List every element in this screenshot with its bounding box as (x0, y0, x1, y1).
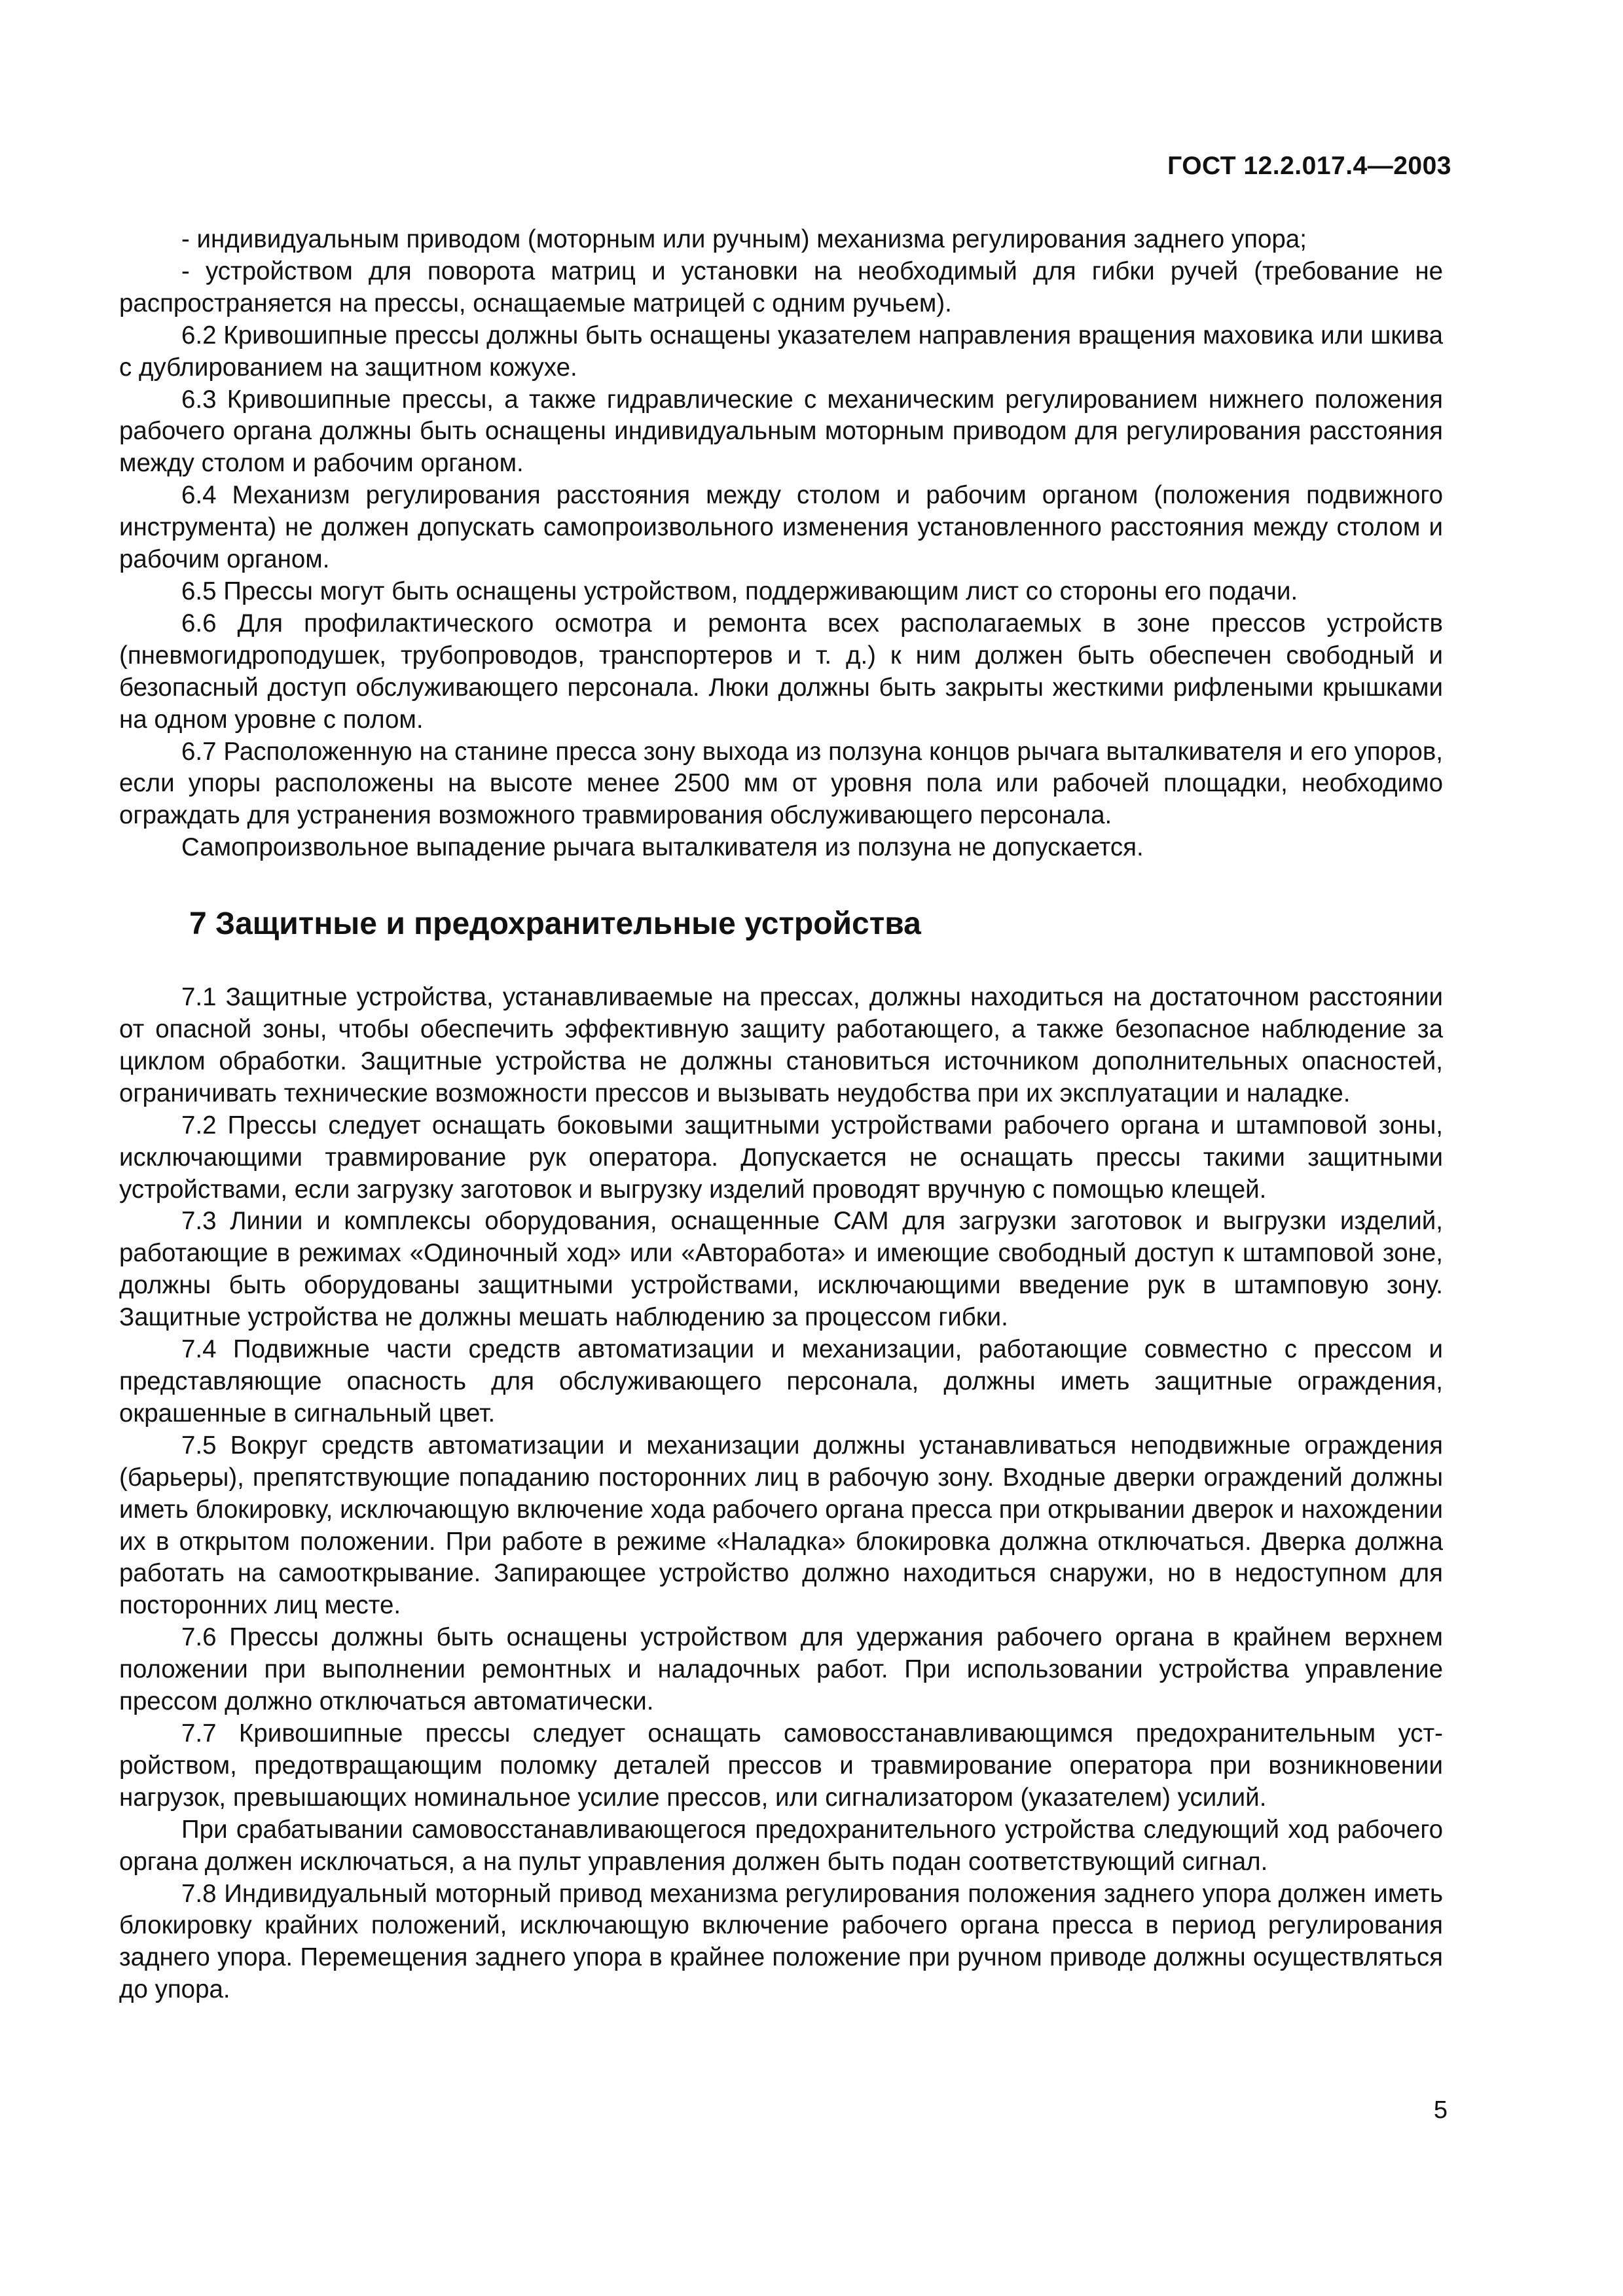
paragraph-7-5: 7.5 Вокруг средств автоматизации и механизации должны устанавливаться неподвижные ограждения (барьеры), препятствующие попаданию посторонних лиц в рабочую зону. Входные дверки ограждений должны иметь блокировку, исключающую включение хода рабочего органа пресса при открывании дверок и нахождении их в открытом положении. При работе в режиме «Наладка» блокировка должна отключаться. Дверка должна работать на самооткрывание. Запирающее устройство должно находиться снаружи, но в недоступном для посторонних лиц месте. (119, 1431, 1443, 1620)
section-heading: 7 Защитные и предохранительные устройства (189, 906, 921, 942)
document-header: ГОСТ 12.2.017.4—2003 (1167, 152, 1451, 180)
paragraph-6-3: 6.3 Кривошипные прессы, а также гидравлические с механическим регулированием нижнего положения рабочего органа должны быть оснащены индивидуальным моторным приводом для регулирования расстояния между столом и рабочим органом. (119, 385, 1443, 478)
page-body (119, 224, 1443, 2006)
paragraph-motor-drive: - индивидуальным приводом (моторным или ручным) механизма регулирования заднего упора; (181, 225, 1307, 253)
paragraph-6-4: 6.4 Механизм регулирования расстояния между столом и рабочим органом (положения подвижного инструмента) не должен допускать самопроизвольного изменения установленного расстояния между столом и рабочим органом. (119, 481, 1443, 574)
paragraph-6-7-note: Самопроизвольное выпадение рычага выталкивателя из ползуна не допускается. (181, 833, 1144, 862)
paragraph-6-2: 6.2 Кривошипные прессы должны быть оснащены указателем направления вращения маховика или шкива с дублированием на защитном кожухе. (119, 321, 1443, 382)
paragraph-7-2: 7.2 Прессы следует оснащать боковыми защитными устройствами рабочего органа и штамповой зоны, исключающими травмирование рук оператора. Допускается не оснащать прессы такими защитными устройствами, если загрузку заготовок и выгрузку изделий проводят вручную с помощью клещей. (119, 1111, 1443, 1204)
page-number: 5 (1433, 2096, 1448, 2124)
paragraph-6-6: 6.6 Для профилактического осмотра и ремонта всех располагаемых в зоне прессов устройств (пневмогидроподушек, трубопроводов, транспортеров и т. д.) к ним должен быть обеспечен свободный и безопасный доступ обслуживающего персонала. Люки должны быть закрыты жесткими рифлеными крышками на одном уровне с полом. (119, 609, 1443, 734)
paragraph-7-3: 7.3 Линии и комплексы оборудования, оснащенные САМ для загрузки заготовок и выгрузки изделий, работающие в режимах «Одиночный ход» или «Авторабота» и имеющие свободный доступ к штамповой зоне, должны быть оборудованы защитными устройствами, исключающими введение рук в штамповую зону. Защитные устройства не должны мешать наблюдению за процессом гибки. (119, 1207, 1443, 1332)
paragraph-6-7: 6.7 Расположенную на станине пресса зону выхода из ползуна концов рычага выталкивателя и его упоров, если упоры расположены на высоте менее 2500 мм от уровня пола или рабочей площадки, необходимо ограждать для устранения возможного травмирования обслуживающего персонала. (119, 737, 1443, 830)
paragraph-7-8: 7.8 Индивидуальный моторный привод механизма регулирования положения заднего упора должен иметь блокировку крайних положений, исключающую включение рабочего органа пресса в период регулирования заднего упора. Перемещения заднего упора в крайнее положение при ручном приводе должны осуществляться до упора. (119, 1879, 1443, 2004)
paragraph-7-6: 7.6 Прессы должны быть оснащены устройством для удержания рабочего органа в крайнем верхнем положении при выполнении ремонтных и наладочных работ. При использовании устройства управление прессом должно отключаться автоматически. (119, 1623, 1443, 1716)
paragraph-7-4: 7.4 Подвижные части средств автоматизации и механизации, работающие совместно с прессом и представляющие опасность для обслуживающего персонала, должны иметь защитные ограждения, окрашенные в сигнальный цвет. (119, 1335, 1443, 1427)
paragraph-7-1: 7.1 Защитные устройства, устанавливаемые на прессах, должны находиться на достаточном расстоянии от опасной зоны, чтобы обеспечить эффективную защиту работающего, а также безопасное наблюдение за циклом обработки. Защитные устройства не должны становиться источником дополнительных опасностей, ограничивать технические возможности прессов и вызывать неудобства при их эксплуатации и наладке. (119, 983, 1443, 1107)
paragraph-7-7-note: При срабатывании самовосстанавливающегося предохранительного устройства следующий ход рабочего органа должен исключаться, а на пульт управления должен быть подан соответствующий сигнал. (119, 1815, 1443, 1876)
paragraph-7-7: 7.7 Кривошипные прессы следует оснащать самовосстанавливающимся предохранительным устройством, предотвращающим поломку деталей прессов и травмирование оператора при возникновении нагрузок, превышающих номинальное усилие прессов, или сигнализатором (указателем) усилий. (119, 1719, 1443, 1812)
paragraph-die-rotation: - устройством для поворота матриц и установки на необходимый для гибки ручей (требование не распространяется на прессы, оснащаемые матрицей с одним ручьем). (119, 257, 1443, 317)
paragraph-6-5: 6.5 Прессы могут быть оснащены устройством, поддерживающим лист со стороны его подачи. (181, 577, 1298, 605)
